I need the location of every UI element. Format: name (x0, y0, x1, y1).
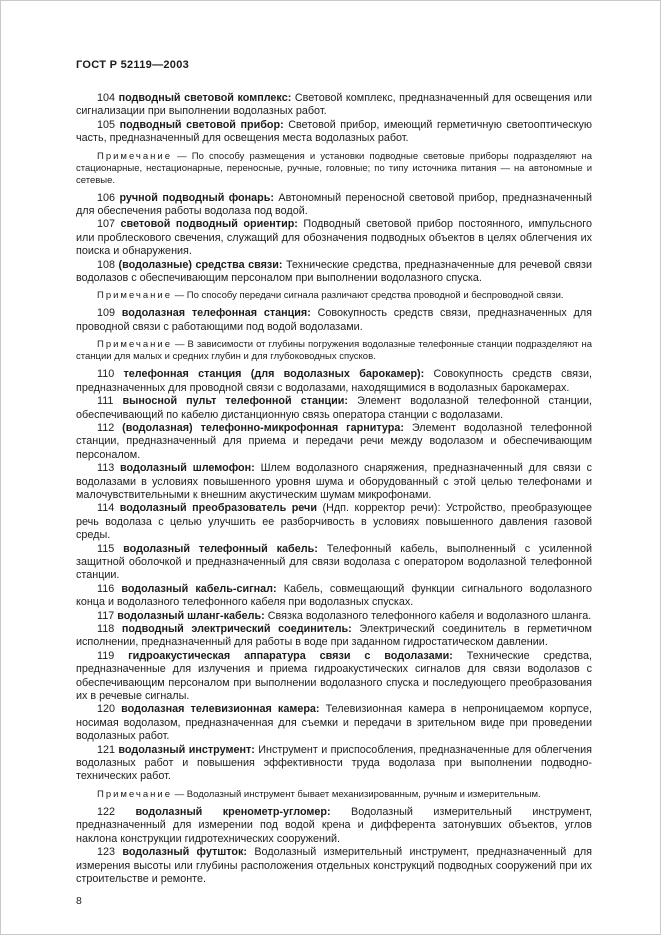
term-title: (водолазные) средства связи: (118, 258, 283, 271)
term-paragraph: 108 (водолазные) средства связи: Технические средства, предназначенные для речевой связи водолазов с обеспечивающим персоналом при выполнении водолазного спуска. (76, 258, 593, 285)
term-paragraph: 117 водолазный шланг-кабель: Связка водолазного телефонного кабеля и водолазного шланга. (97, 609, 592, 622)
term-title: водолазный футшток: (122, 846, 248, 859)
note-label: Примечание (97, 290, 172, 302)
note-label: Примечание (97, 788, 172, 800)
term-title: водолазный шлемофон: (120, 462, 255, 475)
term-number: 115 (97, 542, 124, 555)
term-number: 105 (97, 118, 120, 131)
note-paragraph: Примечание — По способу размещения и установки подводные световые приборы подразделяют на стационарные, нестационарные, переносные, ручные, головные; по типу источника питания — на автономные и сетевые. (76, 150, 592, 186)
term-title: водолазный кренометр-угломер: (135, 805, 331, 818)
term-title: подводный световой комплекс: (118, 92, 292, 104)
term-title: водолазный преобразователь речи (119, 502, 317, 515)
term-title: водолазный шланг-кабель: (117, 609, 265, 622)
term-title: водолазный телефонный кабель: (123, 542, 318, 555)
term-title: световой подводный ориентир: (120, 218, 298, 231)
term-number: 120 (97, 703, 122, 716)
term-paragraph: 121 водолазный инструмент: Инструмент и приспособления, предназначенные для облегчения водолазных работ и повышения эффективности труда водолаза при выполнении подводно-технических работ. (76, 743, 592, 783)
note-label: Примечание (97, 150, 172, 162)
term-number: 123 (97, 846, 123, 859)
term-title: (водолазная) телефонно-микрофонная гарнитура: (122, 421, 404, 434)
term-paragraph: 115 водолазный телефонный кабель: Телефонный кабель, выполненный с усиленной защитной оболочкой и предназначенный для связи водолаза с оператором водолазной телефонной станции. (76, 542, 593, 582)
note-paragraph: Примечание — В зависимости от глубины погружения водолазные телефонные станции подразделяют на станции для малых и средних глубин и для глубоководных спусков. (76, 339, 592, 363)
term-number: 109 (97, 307, 122, 320)
term-paragraph: 119 гидроакустическая аппаратура связи с водолазами: Технические средства, предназначенные для излучения и приема гидроакустических сигналов для связи водолазов с обеспечивающим персоналом при выполнении водолазного спуска и последующего преобразования их в речевые сигналы. (76, 649, 592, 703)
term-number: 107 (97, 218, 121, 231)
term-paragraph: 114 водолазный преобразователь речи (Ндп. корректор речи): Устройство, преобразующее речь водолаза с целью улучшить ее разборчивость в условиях повышенного давления газовой среды. (76, 502, 593, 542)
term-paragraph: 110 телефонная станция (для водолазных барокамер): Совокупность средств связи, предназначенных для проводной связи с водолазами, находящимися в водолазных барокамерах. (76, 368, 592, 394)
term-paragraph: 112 (водолазная) телефонно-микрофонная гарнитура: Элемент водолазной телефонной станции, предназначенный для приема и передачи речи между водолазом и обеспечивающим персоналом. (76, 421, 592, 461)
term-paragraph: 106 ручной подводный фонарь: Автономный переносной световой прибор, предназначенный для обеспечения работы водолаза под водой. (76, 191, 592, 218)
term-title: гидроакустическая аппаратура связи с водолазами: (128, 649, 453, 662)
term-title: водолазный кабель-сигнал: (121, 582, 277, 595)
term-paragraph: 123 водолазный футшток: Водолазный измерительный инструмент, предназначенный для измерения высоты или глубины расположения отдельных конструкций подводных сооружений при их строительстве и ремонте. (76, 846, 593, 885)
term-paragraph: 104 подводный световой комплекс: Световой комплекс, предназначенный для освещения или сигнализации при выполнении водолазных работ. (76, 92, 592, 118)
term-paragraph: 111 выносной пульт телефонной станции: Элемент водолазной телефонной станции, обеспечивающий по кабелю дистанционную связь оператора станции с водолазами. (76, 395, 592, 421)
term-number: 119 (97, 649, 129, 662)
term-number: 116 (97, 582, 122, 595)
term-number: 113 (97, 462, 121, 475)
term-title: водолазная телефонная станция: (121, 307, 311, 320)
term-number: 108 (97, 258, 119, 271)
page-number: 8 (76, 895, 82, 908)
term-paragraph: 116 водолазный кабель-сигнал: Кабель, совмещающий функции сигнального водолазного конца и водолазного телефонного кабеля при водолазных спусках. (76, 582, 592, 609)
term-paragraph: 105 подводный световой прибор: Световой прибор, имеющий герметичную светооптическую часть, предназначенный для освещения места водолазных работ. (76, 118, 593, 145)
term-paragraph: 107 световой подводный ориентир: Подводный световой прибор постоянного, импульсного или проблескового свечения, служащий для обозначения подводных объектов в целях облегчения их поиска и обнаружения. (76, 218, 593, 258)
term-title: водолазная телевизионная камера: (121, 703, 320, 716)
note-paragraph: Примечание — Водолазный инструмент бывает механизированным, ручным и измерительным. (97, 788, 541, 800)
term-number: 121 (97, 743, 119, 756)
content (76, 92, 592, 886)
term-paragraph: 120 водолазная телевизионная камера: Телевизионная камера в непроницаемом корпусе, носимая водолазом, предназначенная для съемки и передачи в зрительном виде при проведении водолазных работ. (76, 703, 592, 743)
term-number: 114 (97, 502, 120, 515)
term-number: 112 (97, 421, 123, 434)
note-paragraph: Примечание — По способу передачи сигнала различают средства проводной и беспроводной связи. (97, 290, 564, 302)
term-number: 117 (97, 609, 118, 622)
term-number: 106 (97, 191, 120, 204)
document-title: ГОСТ Р 52119—2003 (76, 59, 190, 71)
term-title: выносной пульт телефонной станции: (122, 395, 349, 408)
term-paragraph: 118 подводный электрический соединитель: Электрический соединитель в герметичном исполнении, предназначенный для работы в воде при заданном гидростатическом давлении. (76, 623, 592, 649)
term-number: 118 (97, 623, 122, 635)
term-title: подводный световой прибор: (119, 118, 284, 131)
term-number: 104 (97, 92, 119, 104)
term-title: подводный электрический соединитель: (121, 623, 352, 635)
term-paragraph: 109 водолазная телефонная станция: Совокупность средств связи, предназначенных для проводной связи с работающими под водой водолазами. (76, 307, 592, 333)
term-paragraph: 113 водолазный шлемофон: Шлем водолазного снаряжения, предназначенный для связи с водолазами в условиях повышенного уровня шума и оборудованный с этой целью телефонами и малочувствительными к внешним акустическим шумам микрофонами. (76, 462, 592, 501)
term-title: водолазный инструмент: (118, 743, 255, 756)
term-paragraph: 122 водолазный кренометр-угломер: Водолазный измерительный инструмент, предназначенный для измерении под водой крена и дифферента затонувших объектов, углов наклона конструкции гидротехнических сооружений. (76, 805, 592, 845)
term-number: 122 (97, 805, 136, 818)
term-title: телефонная станция (для водолазных барокамер): (123, 368, 425, 381)
term-number: 111 (97, 395, 123, 408)
note-label: Примечание (97, 339, 172, 351)
term-number: 110 (97, 368, 124, 381)
term-title: ручной подводный фонарь: (119, 191, 275, 204)
